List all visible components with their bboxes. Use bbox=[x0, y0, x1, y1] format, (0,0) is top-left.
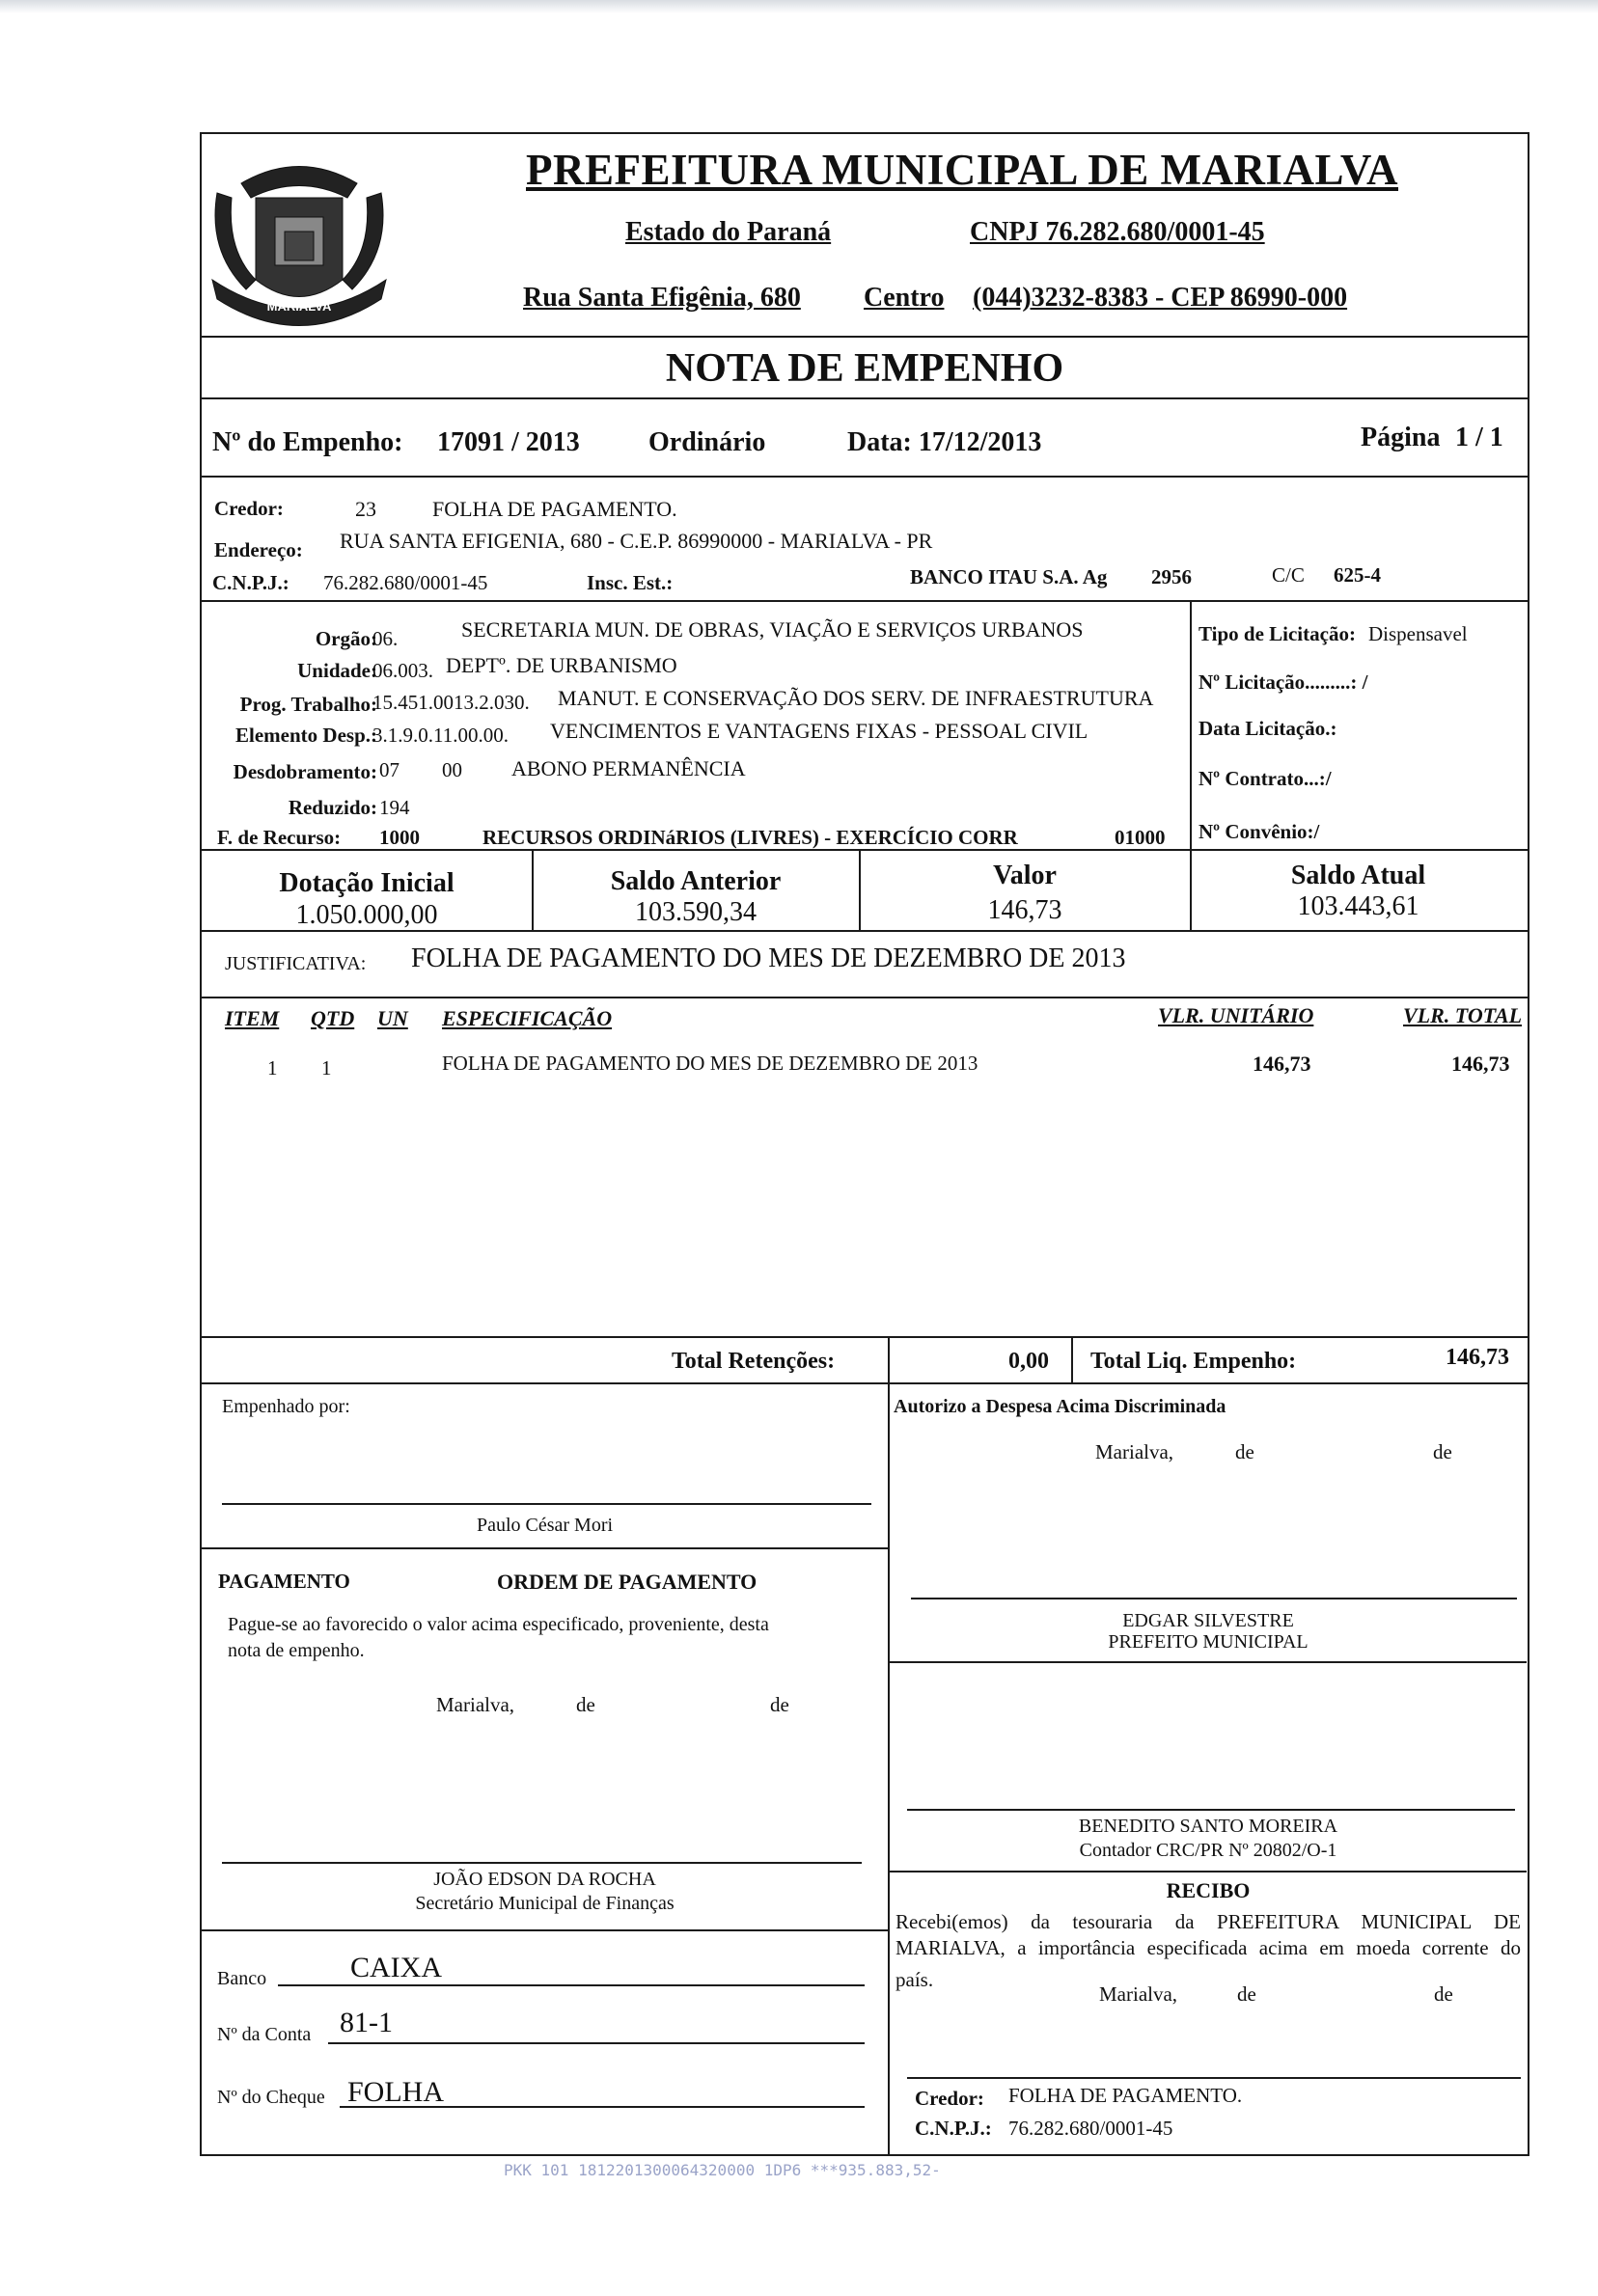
divider bbox=[202, 476, 1528, 478]
secretario-cargo: Secretário Municipal de Finanças bbox=[415, 1893, 675, 1914]
unidade-label: Unidade: bbox=[297, 659, 377, 682]
divider bbox=[888, 1336, 890, 1382]
empenho-type: Ordinário bbox=[648, 427, 766, 457]
footer-machine-code: PKK 101 1812201300064320000 1DP6 ***935.883,52- bbox=[504, 2161, 941, 2179]
contador-nome: BENEDITO SANTO MOREIRA bbox=[1078, 1816, 1338, 1837]
cnpj-label: C.N.P.J.: bbox=[212, 571, 289, 594]
credor-address: RUA SANTA EFIGENIA, 680 - C.E.P. 86990000 - MARIALVA - PR bbox=[340, 529, 933, 553]
valor-value: 146,73 bbox=[987, 895, 1062, 925]
liquido-label: Total Liq. Empenho: bbox=[1090, 1349, 1297, 1374]
divider bbox=[890, 1661, 1527, 1663]
signature-line bbox=[222, 1503, 871, 1505]
empenho-date: Data: 17/12/2013 bbox=[847, 427, 1042, 457]
ordem-pagamento-label: ORDEM DE PAGAMENTO bbox=[497, 1570, 758, 1594]
signature-line bbox=[222, 1862, 862, 1864]
item-vlr-total: 146,73 bbox=[1451, 1052, 1510, 1076]
secretario-nome: JOÃO EDSON DA ROCHA bbox=[433, 1869, 656, 1890]
divider bbox=[202, 1929, 888, 1931]
autorizo-label: Autorizo a Despesa Acima Discriminada bbox=[894, 1396, 1226, 1417]
autorizo-local: Marialva, bbox=[1095, 1440, 1174, 1463]
item-vlr-unitario: 146,73 bbox=[1253, 1052, 1311, 1076]
reduzido-label: Reduzido: bbox=[288, 796, 377, 819]
banco-value: CAIXA bbox=[350, 1952, 442, 1983]
desdobramento-name: ABONO PERMANÊNCIA bbox=[511, 756, 746, 780]
saldo-atual-label: Saldo Atual bbox=[1290, 861, 1426, 890]
page-label: Página bbox=[1361, 423, 1441, 452]
prog-code: 15.451.0013.2.030. bbox=[372, 691, 530, 714]
col-header-vlr-total: VLR. TOTAL bbox=[1403, 1003, 1523, 1027]
divider bbox=[202, 849, 1528, 851]
empenho-number-label: Nº do Empenho: bbox=[212, 427, 403, 457]
divider bbox=[202, 1382, 1528, 1384]
recurso-number: 01000 bbox=[1115, 826, 1166, 849]
prefeito-cargo: PREFEITO MUNICIPAL bbox=[1108, 1631, 1309, 1653]
saldo-anterior-label: Saldo Anterior bbox=[610, 866, 782, 896]
item-qtd: 1 bbox=[321, 1056, 332, 1080]
divider bbox=[202, 1547, 888, 1549]
credor-code: 23 bbox=[355, 497, 376, 521]
unidade-code: 06.003. bbox=[372, 659, 433, 682]
liquido-value: 146,73 bbox=[1446, 1345, 1509, 1370]
divider bbox=[202, 930, 1528, 932]
recibo-de-2: de bbox=[1434, 1982, 1453, 2006]
empenho-number: 17091 / 2013 bbox=[437, 427, 580, 457]
cheque-value: FOLHA bbox=[347, 2076, 445, 2108]
bank-name: BANCO ITAU S.A. Ag bbox=[910, 565, 1108, 588]
fill-line bbox=[328, 2042, 865, 2044]
licitacao-date: Data Licitação.: bbox=[1198, 717, 1337, 740]
insc-est-label: Insc. Est.: bbox=[587, 571, 674, 594]
desdobramento-b: 00 bbox=[442, 758, 462, 781]
licitacao-number: Nº Licitação.........: / bbox=[1198, 670, 1368, 694]
prog-label: Prog. Trabalho: bbox=[239, 693, 377, 716]
header-street: Rua Santa Efigênia, 680 bbox=[523, 283, 801, 313]
divider bbox=[1071, 1336, 1073, 1382]
recibo-text-1: Recebi(emos) da tesouraria da PREFEITURA MUNICIPAL DE bbox=[895, 1910, 1521, 1933]
municipal-crest-icon bbox=[203, 145, 396, 342]
signature-line bbox=[911, 1598, 1517, 1599]
cc-number: 625-4 bbox=[1334, 563, 1381, 587]
dotacao-inicial-value: 1.050.000,00 bbox=[295, 900, 438, 930]
fill-line bbox=[278, 1984, 865, 1986]
recibo-local: Marialva, bbox=[1099, 1982, 1178, 2006]
pagamento-label: PAGAMENTO bbox=[218, 1570, 350, 1593]
recurso-name: RECURSOS ORDINáRIOS (LIVRES) - EXERCÍCIO CORR bbox=[482, 826, 1018, 849]
fill-line bbox=[340, 2106, 865, 2108]
valor-label: Valor bbox=[993, 861, 1057, 890]
item-especificacao: FOLHA DE PAGAMENTO DO MES DE DEZEMBRO DE 2013 bbox=[442, 1052, 978, 1075]
retencoes-label: Total Retenções: bbox=[672, 1349, 836, 1374]
recibo-text-3: país. bbox=[895, 1968, 934, 1991]
autorizo-de-1: de bbox=[1235, 1440, 1254, 1463]
empenhado-por-label: Empenhado por: bbox=[222, 1396, 350, 1417]
col-header-especificacao: ESPECIFICAÇÃO bbox=[442, 1006, 613, 1030]
pagamento-text-2: nota de empenho. bbox=[228, 1640, 365, 1661]
credor-label: Credor: bbox=[214, 497, 284, 520]
header-cnpj: CNPJ 76.282.680/0001-45 bbox=[970, 217, 1265, 247]
header-state: Estado do Paraná bbox=[625, 217, 832, 247]
pagamento-de-1: de bbox=[576, 1693, 595, 1716]
col-header-item: ITEM bbox=[225, 1006, 280, 1030]
prog-name: MANUT. E CONSERVAÇÃO DOS SERV. DE INFRAESTRUTURA bbox=[558, 686, 1154, 710]
address-label: Endereço: bbox=[214, 538, 303, 561]
conta-value: 81-1 bbox=[340, 2007, 393, 2038]
contrato-number: Nº Contrato...:/ bbox=[1198, 767, 1332, 790]
col-header-qtd: QTD bbox=[311, 1006, 355, 1030]
empenhado-nome: Paulo César Mori bbox=[476, 1515, 614, 1536]
crest-text: MARIALVA bbox=[266, 299, 332, 314]
banco-label: Banco bbox=[217, 1968, 267, 1989]
orgao-name: SECRETARIA MUN. DE OBRAS, VIAÇÃO E SERVIÇOS URBANOS bbox=[461, 617, 1084, 642]
autorizo-de-2: de bbox=[1433, 1440, 1452, 1463]
recibo-cnpj: 76.282.680/0001-45 bbox=[1008, 2117, 1173, 2140]
doc-title: NOTA DE EMPENHO bbox=[665, 346, 1064, 391]
page-title: PREFEITURA MUNICIPAL DE MARIALVA bbox=[526, 146, 1399, 194]
bank-agency: 2956 bbox=[1151, 565, 1192, 588]
cc-label: C/C bbox=[1272, 563, 1305, 587]
desdobramento-label: Desdobramento: bbox=[233, 760, 377, 783]
prefeito-nome: EDGAR SILVESTRE bbox=[1122, 1610, 1294, 1631]
divider bbox=[202, 600, 1528, 602]
recibo-cnpj-label: C.N.P.J.: bbox=[915, 2117, 992, 2140]
signature-line bbox=[907, 2077, 1521, 2079]
credor-name: FOLHA DE PAGAMENTO. bbox=[432, 497, 677, 521]
pagamento-text-1: Pague-se ao favorecido o valor acima especificado, proveniente, desta bbox=[228, 1614, 769, 1635]
conta-label: Nº da Conta bbox=[217, 2024, 312, 2045]
divider bbox=[202, 1336, 1528, 1338]
pagamento-local: Marialva, bbox=[436, 1693, 515, 1716]
scan-top-shade bbox=[0, 0, 1598, 14]
col-header-vlr-unitario: VLR. UNITÁRIO bbox=[1158, 1003, 1314, 1027]
divider bbox=[202, 997, 1528, 998]
signature-line bbox=[907, 1809, 1515, 1811]
col-header-un: UN bbox=[377, 1006, 408, 1030]
reduzido-value: 194 bbox=[379, 796, 410, 819]
elemento-label: Elemento Desp.: bbox=[235, 724, 377, 747]
divider bbox=[890, 1871, 1527, 1872]
elemento-name: VENCIMENTOS E VANTAGENS FIXAS - PESSOAL CIVIL bbox=[550, 719, 1088, 743]
header-phone-cep: (044)3232-8383 - CEP 86990-000 bbox=[973, 283, 1348, 313]
justificativa-text: FOLHA DE PAGAMENTO DO MES DE DEZEMBRO DE 2013 bbox=[411, 943, 1126, 973]
orgao-code: 06. bbox=[372, 627, 399, 650]
orgao-label: Orgão: bbox=[315, 627, 377, 650]
recibo-text-2: MARIALVA, a importância especificada acima em moeda corrente do bbox=[895, 1936, 1521, 1959]
divider bbox=[202, 397, 1528, 399]
licitacao-type-label: Tipo de Licitação: bbox=[1198, 622, 1356, 645]
item-number: 1 bbox=[267, 1056, 278, 1080]
saldo-atual-value: 103.443,61 bbox=[1297, 891, 1419, 921]
divider bbox=[202, 336, 1528, 338]
unidade-name: DEPTº. DE URBANISMO bbox=[446, 653, 677, 677]
desdobramento-a: 07 bbox=[379, 758, 400, 781]
recibo-credor: FOLHA DE PAGAMENTO. bbox=[1008, 2084, 1243, 2107]
elemento-code: 3.1.9.0.11.00.00. bbox=[372, 724, 509, 747]
saldo-anterior-value: 103.590,34 bbox=[635, 897, 757, 927]
recibo-credor-label: Credor: bbox=[915, 2087, 984, 2110]
page-number: 1 / 1 bbox=[1455, 423, 1503, 452]
cheque-label: Nº do Cheque bbox=[217, 2087, 325, 2108]
recibo-de-1: de bbox=[1237, 1982, 1256, 2006]
justificativa-label: JUSTIFICATIVA: bbox=[225, 953, 367, 974]
recurso-code: 1000 bbox=[379, 826, 420, 849]
licitacao-type: Dispensavel bbox=[1368, 622, 1468, 645]
retencoes-value: 0,00 bbox=[1008, 1349, 1049, 1374]
contador-cargo: Contador CRC/PR Nº 20802/O-1 bbox=[1079, 1840, 1337, 1861]
header-district: Centro bbox=[864, 283, 945, 313]
recibo-label: RECIBO bbox=[1166, 1878, 1251, 1902]
credor-cnpj: 76.282.680/0001-45 bbox=[323, 571, 488, 594]
dotacao-inicial-label: Dotação Inicial bbox=[279, 868, 455, 898]
convenio-number: Nº Convênio:/ bbox=[1198, 820, 1320, 843]
pagamento-de-2: de bbox=[770, 1693, 789, 1716]
divider bbox=[888, 1382, 890, 2154]
recurso-label: F. de Recurso: bbox=[217, 826, 342, 849]
